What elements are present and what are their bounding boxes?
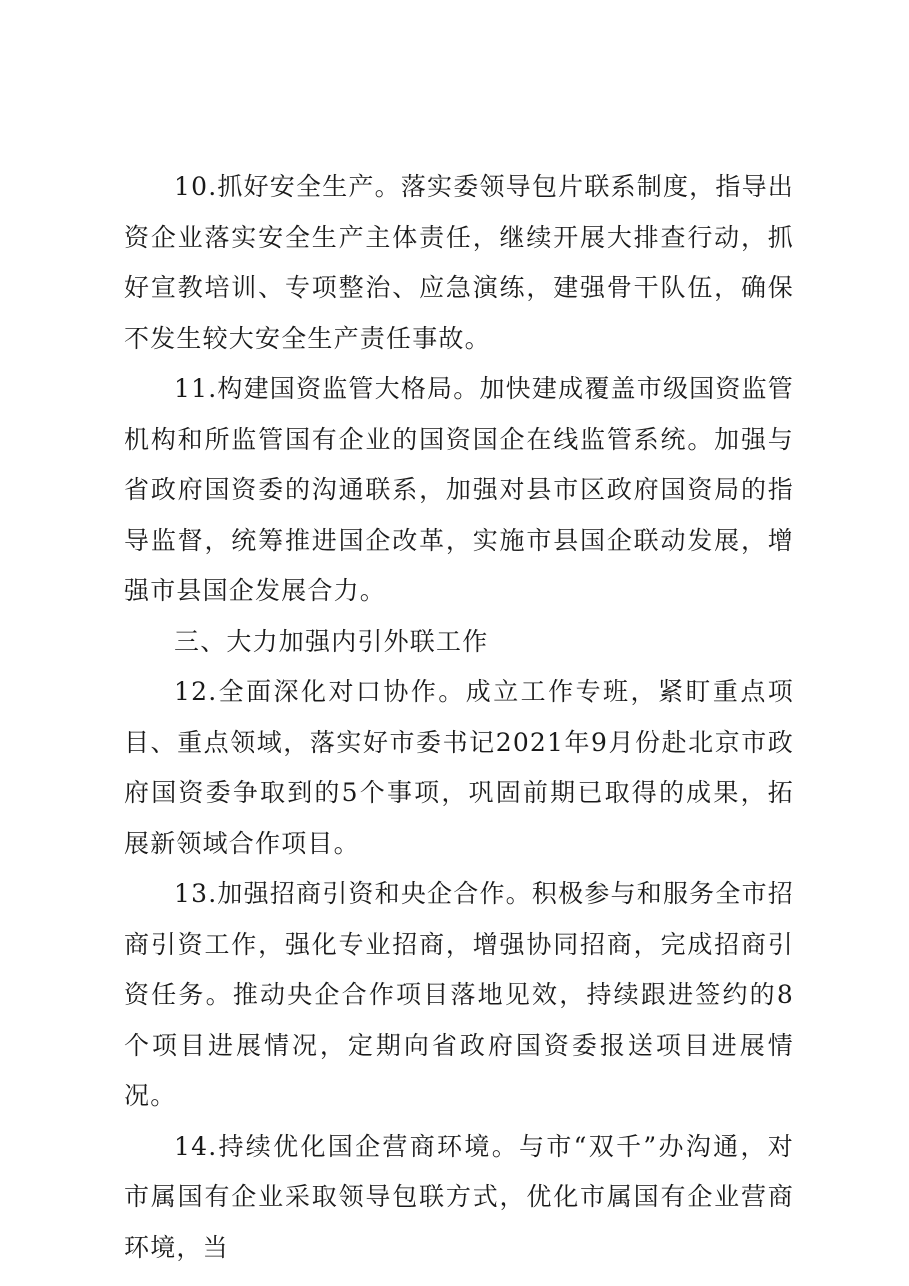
paragraph-safety-production: 10.抓好安全生产。落实委领导包片联系制度，指导出资企业落实安全生产主体责任，继续开展大排查行动，抓好宣教培训、专项整治、应急演练，建强骨干队伍，确保不发生较大安全生产责任事故。 (124, 172, 794, 353)
paragraph-investment-attraction: 13.加强招商引资和央企合作。积极参与和服务全市招商引资工作，强化专业招商，增强协同招商，完成招商引资任务。推动央企合作项目落地见效，持续跟进签约的8个项目进展情况，定期向省政府国资委报送项目进展情况。 (124, 879, 794, 1110)
paragraph-supervision-framework: 11.构建国资监管大格局。加快建成覆盖市级国资监管机构和所监管国有企业的国资国企在线监管系统。加强与省政府国资委的沟通联系，加强对县市区政府国资局的指导监督，统筹推进国企改革，实施市县国企联动发展，增强市县国企发展合力。 (124, 374, 794, 605)
document-body (124, 162, 794, 1273)
paragraph-business-environment: 14.持续优化国企营商环境。与市“双千”办沟通，对市属国有企业采取领导包联方式，优化市属国有企业营商环境，当 (124, 1131, 794, 1262)
paragraph-counterpart-cooperation: 12.全面深化对口协作。成立工作专班，紧盯重点项目、重点领域，落实好市委书记2021年9月份赴北京市政府国资委争取到的5个事项，巩固前期已取得的成果，拓展新领域合作项目。 (124, 677, 794, 858)
section-heading-internal-external: 三、大力加强内引外联工作 (174, 626, 489, 656)
